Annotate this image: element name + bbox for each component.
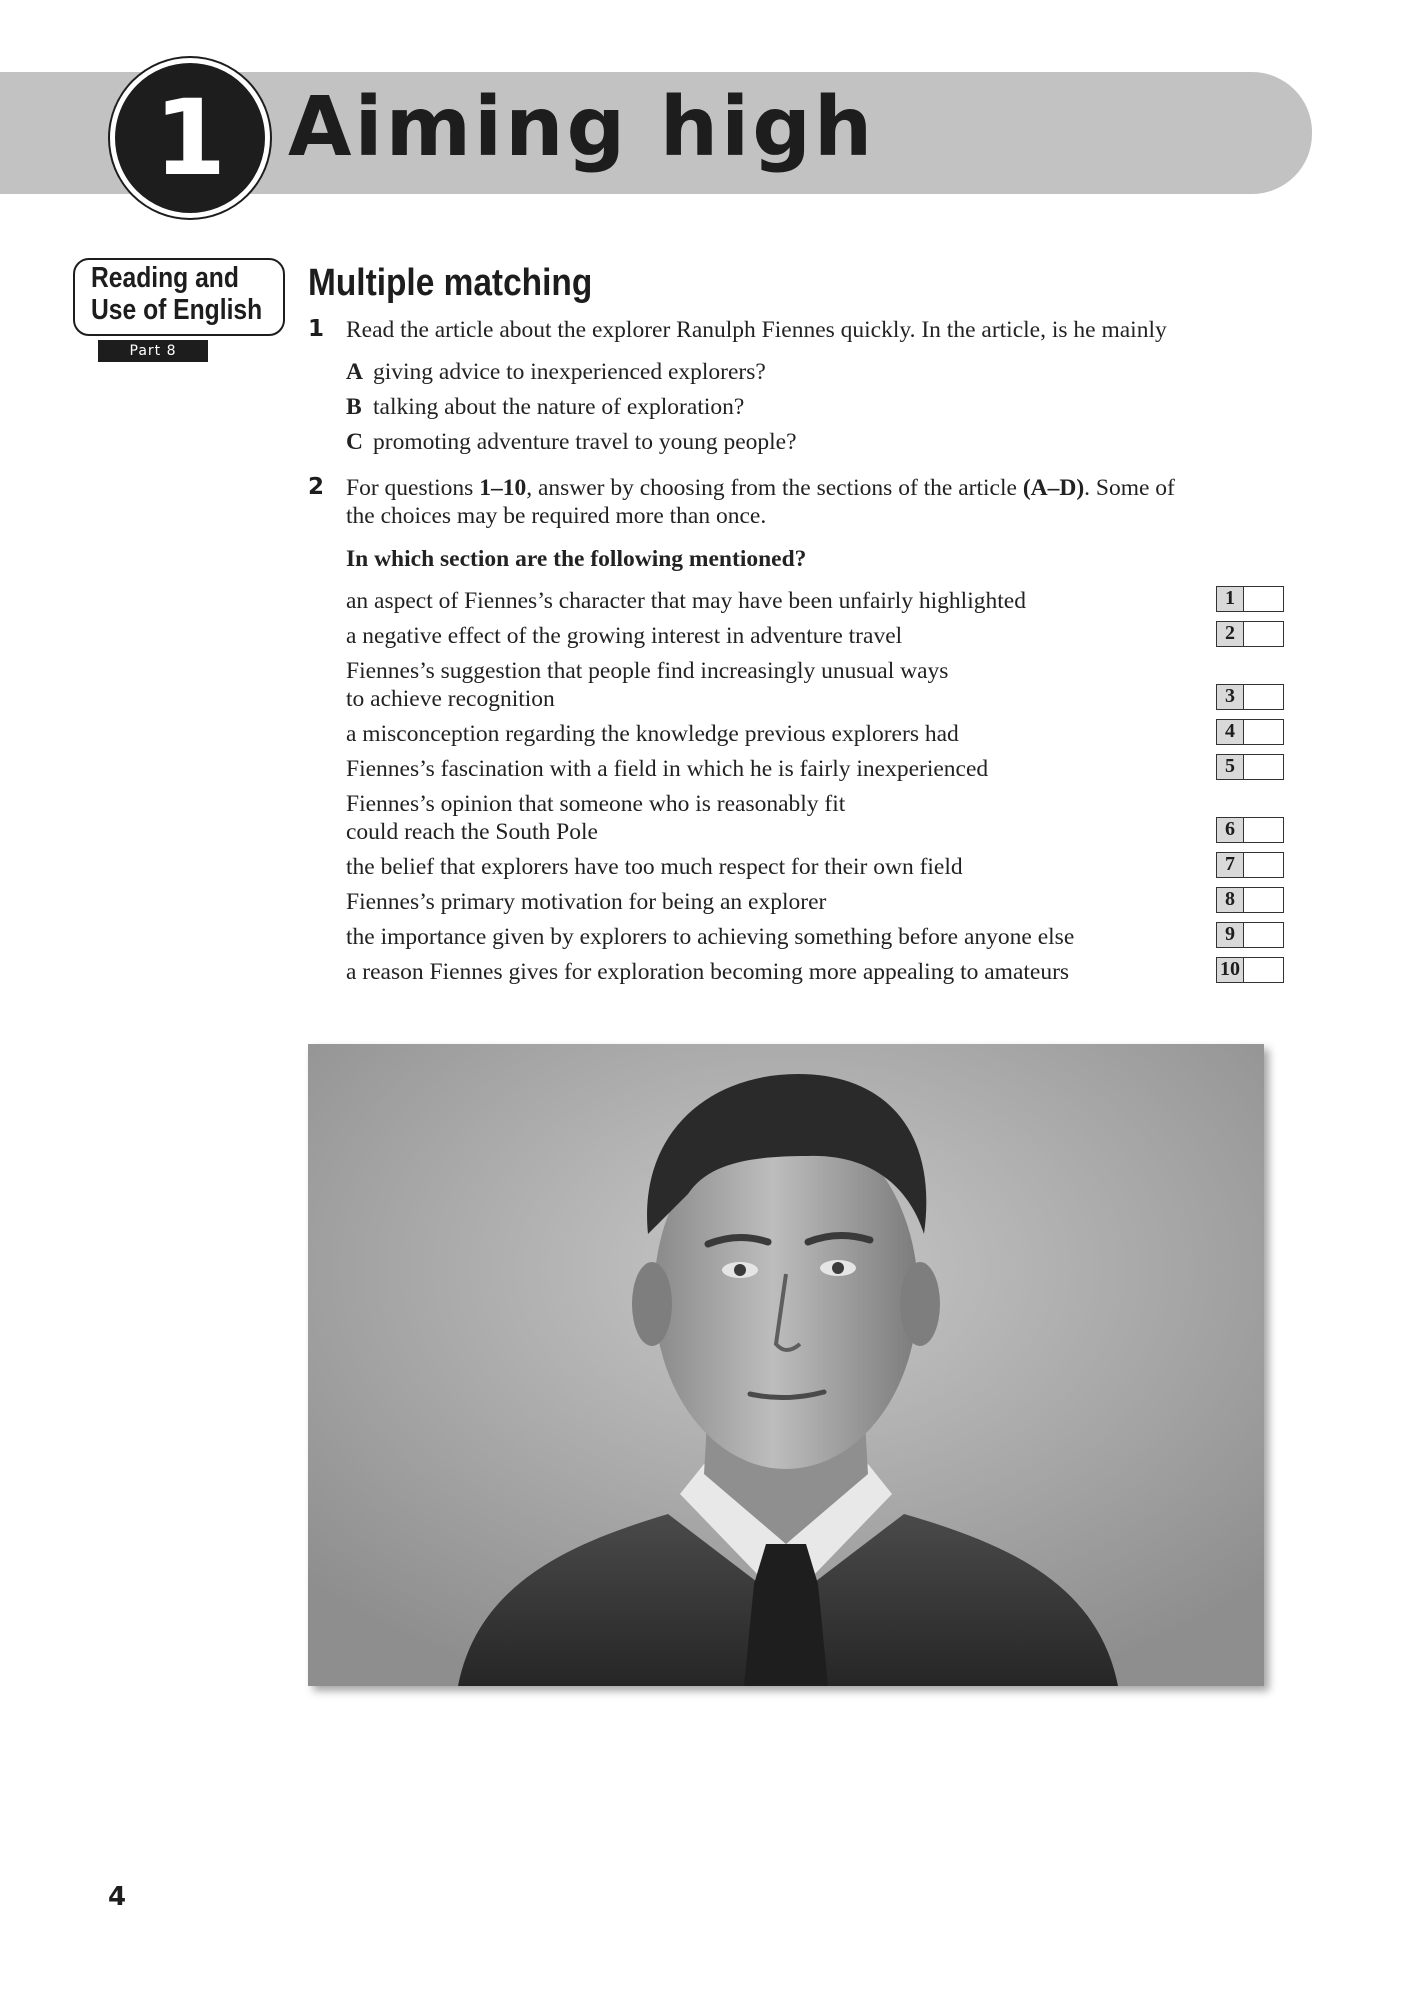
answer-box-10-number: 10 (1216, 957, 1244, 983)
question-2-instruction: In which section are the following mentioned? (346, 546, 807, 572)
item-4-text: a misconception regarding the knowledge previous explorers had (346, 721, 959, 747)
answer-box-5[interactable] (1216, 754, 1284, 780)
option-a-letter: A (346, 359, 363, 385)
answer-field-10[interactable] (1244, 957, 1284, 983)
option-a (346, 358, 766, 386)
answer-field-2[interactable] (1244, 621, 1284, 647)
page-number: 4 (108, 1882, 127, 1912)
answer-field-6[interactable] (1244, 817, 1284, 843)
answer-box-7-number: 7 (1216, 852, 1244, 878)
portrait-image (308, 1044, 1264, 1686)
section-heading: Multiple matching (308, 262, 593, 304)
unit-number: 1 (153, 77, 227, 199)
answer-field-5[interactable] (1244, 754, 1284, 780)
answer-box-6-number: 6 (1216, 817, 1244, 843)
item-3-text-line1: Fiennes’s suggestion that people find increasingly unusual ways (346, 658, 949, 684)
answer-box-8-number: 8 (1216, 887, 1244, 913)
section-tag-line1: Reading and (91, 262, 239, 294)
q2-text-c: . Some of (1084, 475, 1175, 501)
question-1-text: Read the article about the explorer Ranulph Fiennes quickly. In the article, is he mainly (346, 317, 1167, 343)
option-b (346, 393, 744, 421)
item-1-text: an aspect of Fiennes’s character that may have been unfairly highlighted (346, 588, 1026, 614)
unit-title: Aiming high (288, 80, 876, 175)
item-6-text-line2: could reach the South Pole (346, 819, 598, 845)
item-8-text: Fiennes’s primary motivation for being an explorer (346, 889, 827, 915)
q2-text-a: For questions (346, 475, 480, 501)
answer-box-4[interactable] (1216, 719, 1284, 745)
option-b-letter: B (346, 394, 362, 420)
answer-field-8[interactable] (1244, 887, 1284, 913)
section-tag (73, 258, 285, 336)
option-c-letter: C (346, 429, 363, 455)
answer-field-7[interactable] (1244, 852, 1284, 878)
answer-box-2[interactable] (1216, 621, 1284, 647)
item-10-text: a reason Fiennes gives for exploration becoming more appealing to amateurs (346, 959, 1070, 985)
answer-box-10[interactable] (1216, 957, 1284, 983)
item-5-text: Fiennes’s fascination with a field in which he is fairly inexperienced (346, 756, 989, 782)
question-2-text-line2: the choices may be required more than once. (346, 503, 767, 529)
item-3-text-line2: to achieve recognition (346, 686, 555, 712)
part-label: Part 8 (98, 340, 208, 362)
answer-box-6[interactable] (1216, 817, 1284, 843)
answer-box-4-number: 4 (1216, 719, 1244, 745)
answer-box-5-number: 5 (1216, 754, 1244, 780)
question-1-number: 1 (308, 316, 325, 342)
option-a-text: giving advice to inexperienced explorers? (373, 359, 766, 385)
q2-sections: (A–D) (1022, 475, 1085, 501)
item-2-text: a negative effect of the growing interest in adventure travel (346, 623, 903, 649)
option-c (346, 428, 797, 456)
answer-box-9-number: 9 (1216, 922, 1244, 948)
answer-box-3[interactable] (1216, 684, 1284, 710)
answer-field-4[interactable] (1244, 719, 1284, 745)
item-6-text-line1: Fiennes’s opinion that someone who is reasonably fit (346, 791, 846, 817)
question-2-number: 2 (308, 474, 325, 500)
answer-box-7[interactable] (1216, 852, 1284, 878)
item-7-text: the belief that explorers have too much respect for their own field (346, 854, 963, 880)
answer-field-1[interactable] (1244, 586, 1284, 612)
option-c-text: promoting adventure travel to young people? (373, 429, 797, 455)
option-b-text: talking about the nature of exploration? (373, 394, 745, 420)
section-tag-line2: Use of English (91, 294, 263, 326)
answer-box-8[interactable] (1216, 887, 1284, 913)
answer-box-2-number: 2 (1216, 621, 1244, 647)
answer-field-3[interactable] (1244, 684, 1284, 710)
answer-box-1-number: 1 (1216, 586, 1244, 612)
item-9-text: the importance given by explorers to achieving something before anyone else (346, 924, 1075, 950)
answer-field-9[interactable] (1244, 922, 1284, 948)
answer-box-3-number: 3 (1216, 684, 1244, 710)
answer-box-9[interactable] (1216, 922, 1284, 948)
q2-text-b: , answer by choosing from the sections of the article (526, 475, 1023, 501)
portrait-illustration (308, 1044, 1264, 1686)
answer-box-1[interactable] (1216, 586, 1284, 612)
question-2-text (346, 474, 1175, 502)
unit-number-badge (110, 58, 270, 218)
q2-range: 1–10 (479, 475, 527, 501)
